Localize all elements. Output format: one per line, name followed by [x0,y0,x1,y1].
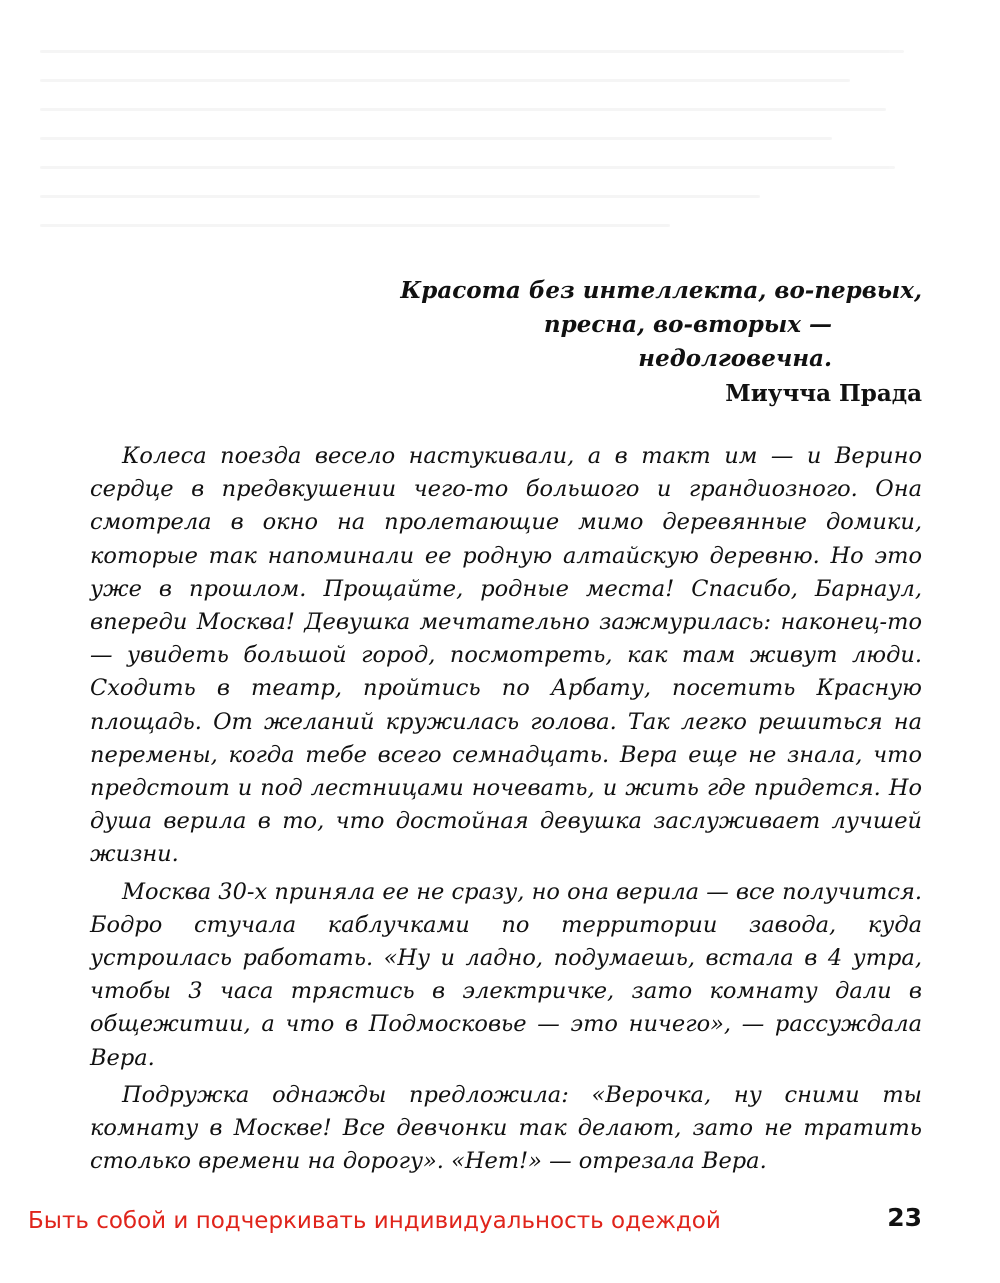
footer-caption: Быть собой и подчеркивать индивидуальность одеждой [28,1208,721,1234]
epigraph-line-2: пресна, во-вторых — недолговечна. [543,311,832,372]
epigraph-author: Миучча Прада [725,380,922,407]
main-text [90,440,922,1182]
show-through-texture [40,50,940,280]
paragraph: Подружка однажды предложила: «Верочка, ну сними ты комнату в Москве! Все девчонки так делают, зато не тратить столько времени на дорогу». «Нет!» — отрезала Вера. [90,1081,922,1175]
page-number: 23 [887,1203,922,1232]
epigraph [362,274,922,412]
paragraph: Колеса поезда весело настукивали, а в такт им — и Верино сердце в предвкушении чего-то большого и грандиозного. Она смотрела в окно на пролетающие мимо деревянные домики, которые так напоминали ее родную алтайскую деревню. Но это уже в прошлом. Прощайте, родные места! Спасибо, Барнаул, впереди Москва! Девушка мечтательно зажмурилась: наконец-то — увидеть большой город, посмотреть, как там живут люди. Сходить в театр, пройтись по Арбату, посетить Красную площадь. От желаний кружилась голова. Так легко решиться на перемены, когда тебе всего семнадцать. Вера еще не знала, что предстоит и под лестницами ночевать, и жить где придется. Но душа верила в то, что достойная девушка заслуживает лучшей жизни. [90,443,922,868]
epigraph-line-1: Красота без интеллекта, во-первых, [400,277,922,304]
paragraph: Москва 30-х приняла ее не сразу, но она верила — все получится. Бодро стучала каблучками по территории завода, куда устроилась работать. «Ну и ладно, подумаешь, встала в 4 утра, чтобы 3 часа трястись в электричке, зато комнату дали в общежитии, а что в Подмосковье — это ничего», — рассуждала Вера. [90,878,922,1071]
